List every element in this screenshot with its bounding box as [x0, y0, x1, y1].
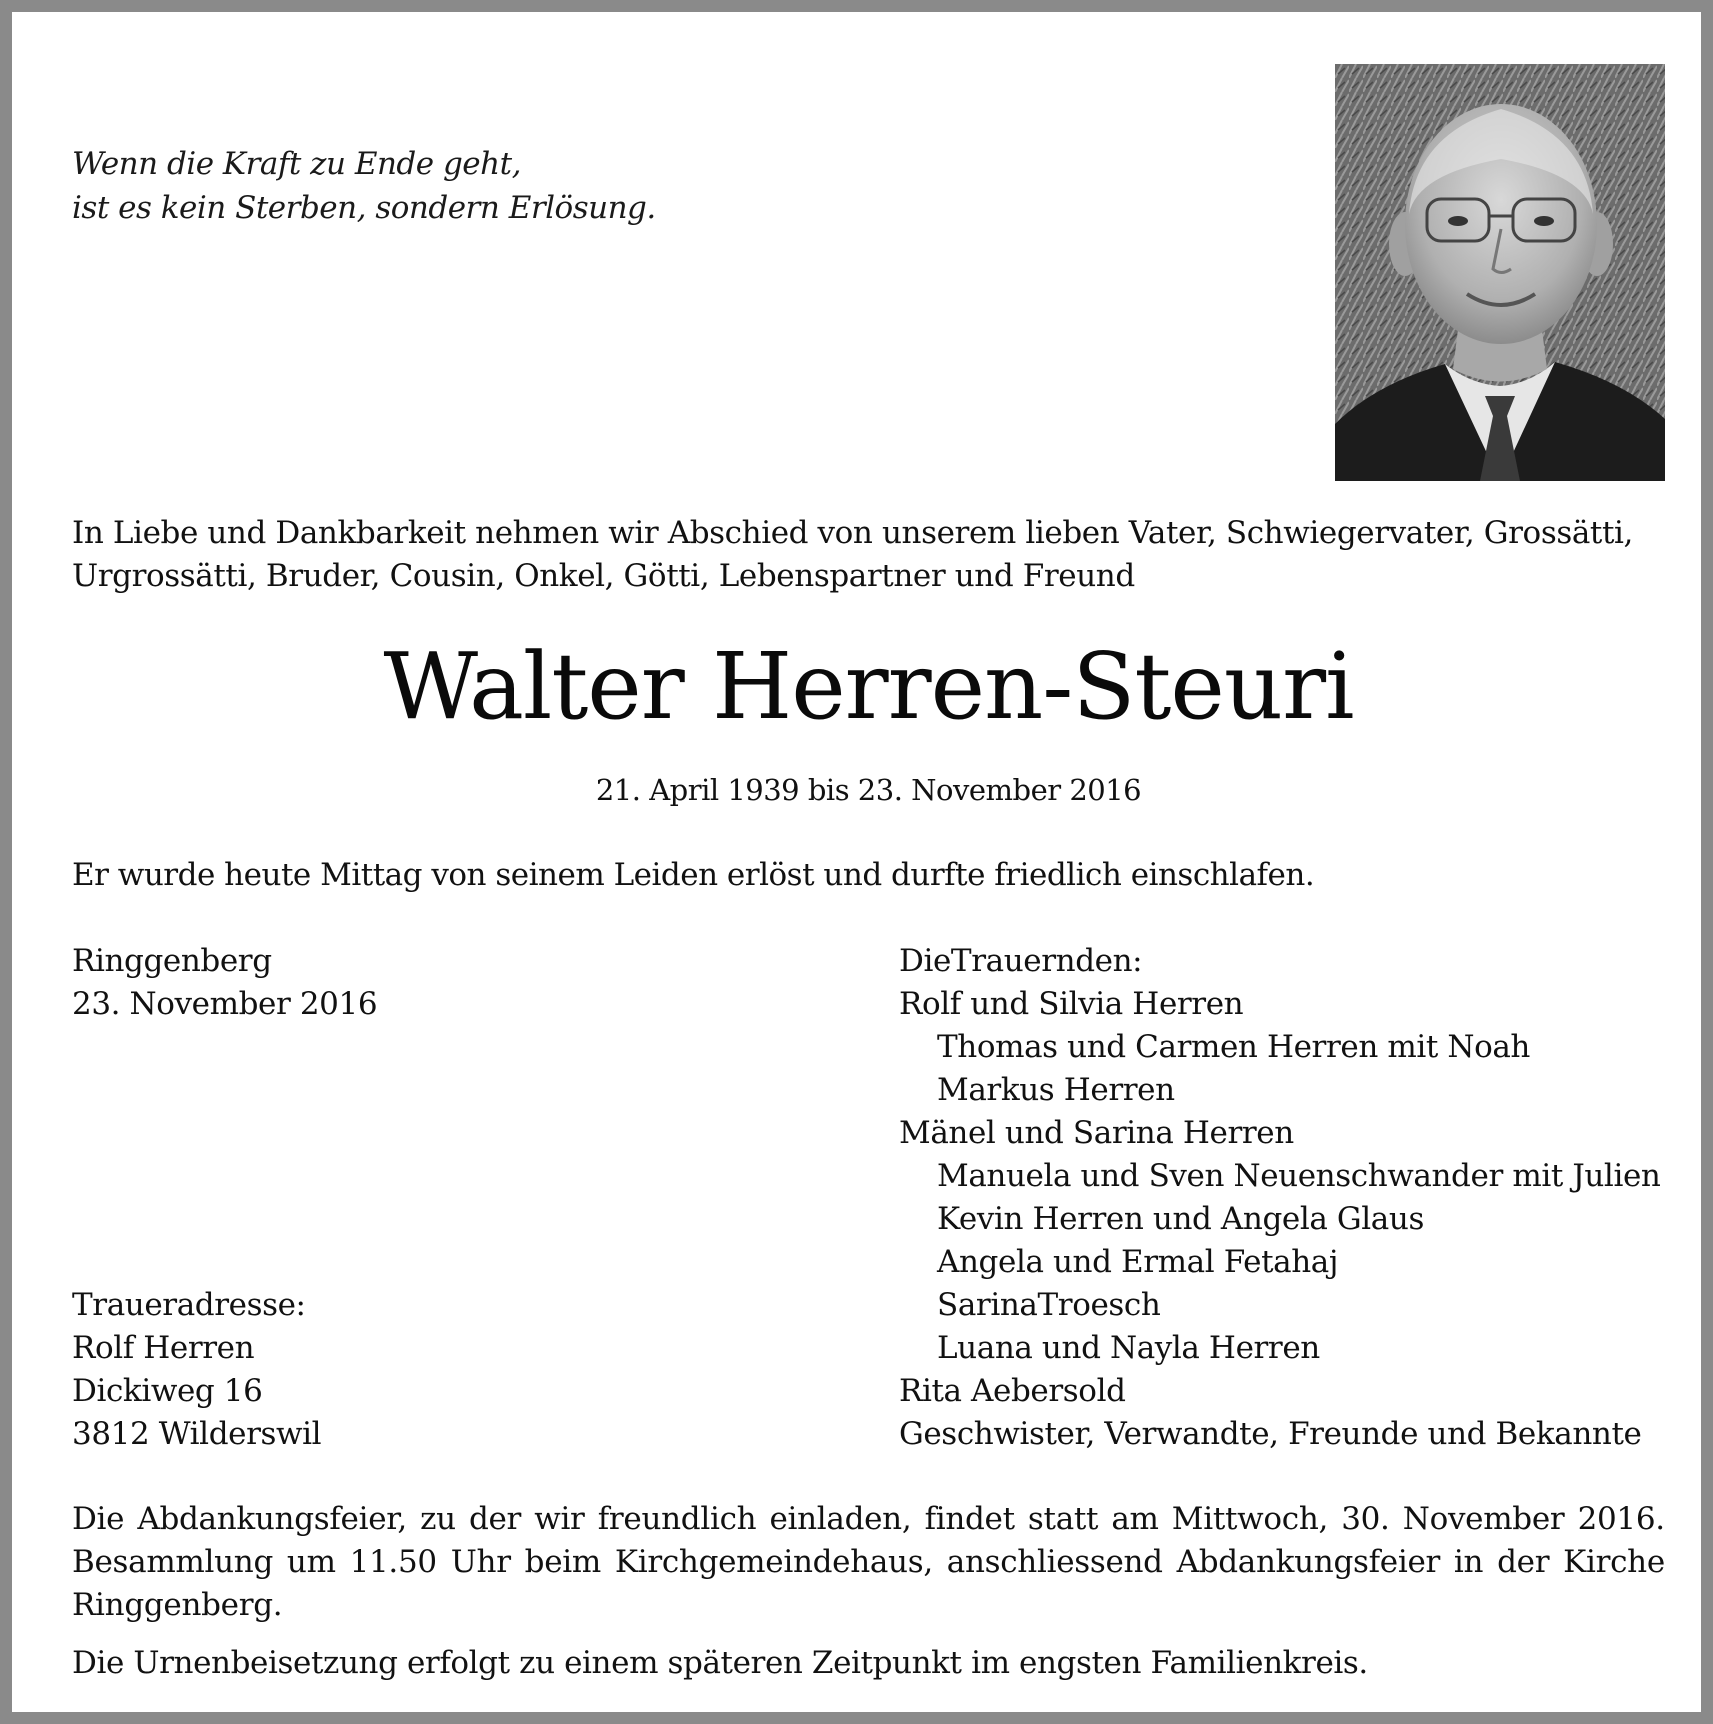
- place-and-date: [72, 940, 377, 1026]
- place-town: Ringgenberg: [72, 943, 272, 979]
- ceremony-word: Kirchgemeindehaus,: [614, 1544, 933, 1580]
- ceremony-word: in: [1453, 1544, 1484, 1580]
- mourner-entry: Markus Herren: [937, 1072, 1175, 1108]
- ceremony-word: Abdankungsfeier,: [137, 1501, 407, 1537]
- ceremony-word: der: [1497, 1544, 1550, 1580]
- mourner-entry: SarinaTroesch: [937, 1287, 1161, 1323]
- ceremony-word: freundlich: [597, 1501, 757, 1537]
- ceremony-word: Abdankungsfeier: [1176, 1544, 1441, 1580]
- mourners-list: [899, 940, 1660, 1456]
- ceremony-word: um: [286, 1544, 336, 1580]
- ceremony-word: statt: [1027, 1501, 1099, 1537]
- life-dates: 21. April 1939 bis 23. November 2016: [595, 773, 1142, 807]
- ceremony-word: November: [1402, 1501, 1565, 1537]
- intro-line-2: Urgrossätti, Bruder, Cousin, Onkel, Götti, Lebenspartner und Freund: [72, 558, 1135, 594]
- burial-info: Die Urnenbeisetzung erfolgt zu einem späteren Zeitpunkt im engsten Familienkreis.: [72, 1645, 1368, 1681]
- ceremony-word: der: [468, 1501, 522, 1537]
- address-city: 3812 Wilderswil: [72, 1416, 322, 1452]
- ceremony-word: einladen,: [769, 1501, 912, 1537]
- place-date: 23. November 2016: [72, 986, 378, 1022]
- mourner-entry: Angela und Ermal Fetahaj: [937, 1244, 1339, 1280]
- motto-line-2: ist es kein Sterben, sondern Erlösung.: [72, 190, 656, 226]
- ceremony-word: Kirche: [1563, 1544, 1665, 1580]
- mourner-entry: Kevin Herren und Angela Glaus: [937, 1201, 1424, 1237]
- ceremony-line-3: Ringgenberg.: [72, 1587, 283, 1623]
- ceremony-word: 2016.: [1577, 1501, 1665, 1537]
- ceremony-word: Uhr: [450, 1544, 511, 1580]
- ceremony-word: zu: [420, 1501, 456, 1537]
- ceremony-word: 11.50: [349, 1544, 437, 1580]
- portrait-photo-icon: [1335, 64, 1665, 481]
- ceremony-line-1: [72, 1498, 1665, 1541]
- ceremony-word: Besammlung: [72, 1544, 273, 1580]
- ceremony-word: 30.: [1341, 1501, 1390, 1537]
- mourner-entries: [899, 983, 1660, 1456]
- mourner-entry: Rolf und Silvia Herren: [899, 986, 1244, 1022]
- mourner-entry: Rita Aebersold: [899, 1373, 1126, 1409]
- ceremony-word: wir: [534, 1501, 585, 1537]
- ceremony-word: Mittwoch,: [1171, 1501, 1329, 1537]
- mourner-entry: Geschwister, Verwandte, Freunde und Bekannte: [899, 1416, 1642, 1452]
- deceased-name: Walter Herren-Steuri: [383, 633, 1354, 740]
- mourner-entry: Manuela und Sven Neuenschwander mit Julien: [937, 1158, 1661, 1194]
- portrait-photo: [1335, 64, 1665, 481]
- ceremony-info: [72, 1498, 1665, 1627]
- intro-line-1: In Liebe und Dankbarkeit nehmen wir Abschied von unserem lieben Vater, Schwiegervater, Grossätti,: [72, 515, 1634, 551]
- intro-text: [72, 512, 1667, 598]
- address-label: Traueradresse:: [72, 1287, 306, 1323]
- ceremony-word: anschliessend: [946, 1544, 1163, 1580]
- ceremony-word: findet: [924, 1501, 1015, 1537]
- motto-quote: [72, 142, 656, 230]
- ceremony-word: beim: [524, 1544, 601, 1580]
- address-street: Dickiweg 16: [72, 1373, 263, 1409]
- mourners-heading: DieTrauernden:: [899, 943, 1143, 979]
- ceremony-word: am: [1111, 1501, 1159, 1537]
- death-statement: Er wurde heute Mittag von seinem Leiden erlöst und durfte friedlich einschlafen.: [72, 857, 1315, 893]
- address-name: Rolf Herren: [72, 1330, 255, 1366]
- ceremony-word: Die: [72, 1501, 125, 1537]
- mourning-address: [72, 1284, 321, 1456]
- mourner-entry: Mänel und Sarina Herren: [899, 1115, 1294, 1151]
- ceremony-line-2: [72, 1541, 1665, 1584]
- motto-line-1: Wenn die Kraft zu Ende geht,: [72, 146, 521, 182]
- mourner-entry: Luana und Nayla Herren: [937, 1330, 1320, 1366]
- mourner-entry: Thomas und Carmen Herren mit Noah: [937, 1029, 1530, 1065]
